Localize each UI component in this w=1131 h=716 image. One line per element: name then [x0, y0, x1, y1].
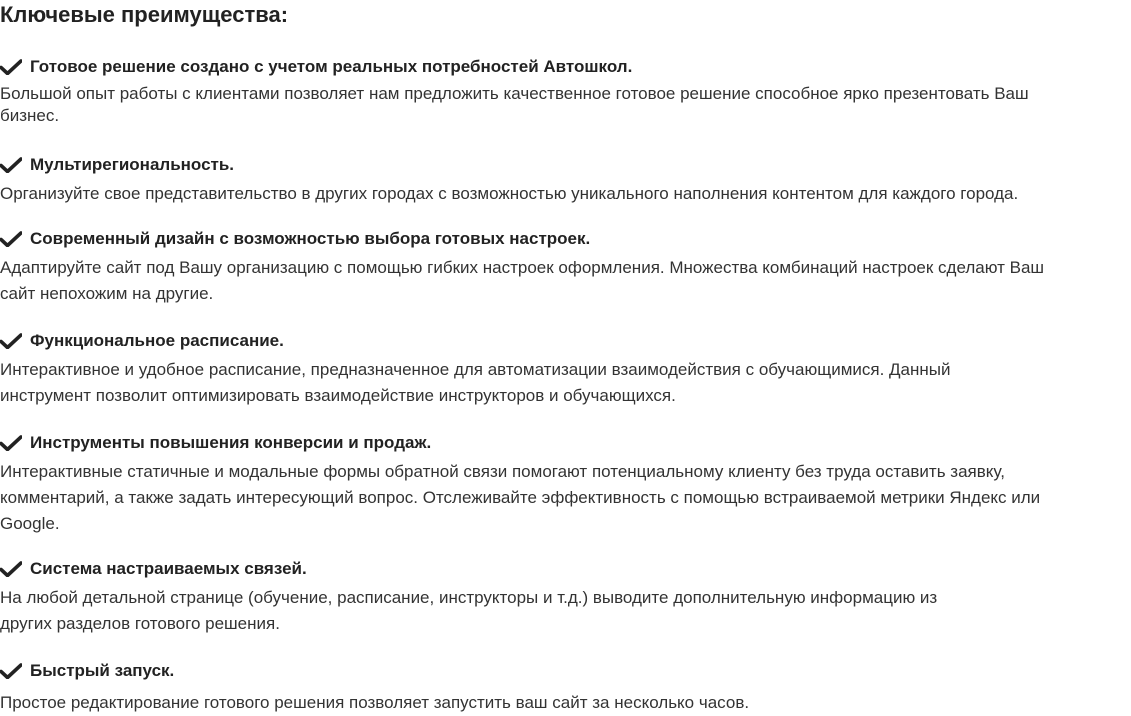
feature-item [0, 154, 1131, 207]
feature-title: Быстрый запуск. [30, 661, 175, 680]
feature-header [0, 432, 1131, 454]
feature-description [0, 459, 1131, 537]
feature-title: Система настраиваемых связей. [30, 559, 307, 578]
feature-description-line: сайт непохожим на другие. [0, 284, 214, 303]
feature-description-line: Интерактивное и удобное расписание, предназначенное для автоматизации взаимодействия с обучающимися. Данный [0, 360, 951, 379]
feature-item [0, 56, 1131, 127]
feature-description [0, 357, 1131, 409]
feature-item [0, 228, 1131, 307]
feature-item [0, 432, 1131, 537]
feature-description-line: Google. [0, 514, 60, 533]
feature-description-line: Организуйте свое представительство в других городах с возможностью уникального наполнения контентом для каждого города. [0, 184, 1019, 203]
feature-title: Функциональное расписание. [30, 331, 284, 350]
feature-header [0, 558, 1131, 580]
checkmark-icon [0, 561, 22, 577]
feature-description-line: Адаптируйте сайт под Вашу организацию с помощью гибких настроек оформления. Множества комбинаций настроек сделают Ваш [0, 258, 1045, 277]
checkmark-icon [0, 59, 22, 75]
feature-header [0, 330, 1131, 352]
feature-header [0, 660, 1131, 682]
checkmark-icon [0, 435, 22, 451]
feature-title: Готовое решение создано с учетом реальных потребностей Автошкол. [30, 57, 633, 76]
feature-header [0, 228, 1131, 250]
feature-title: Мультирегиональность. [30, 155, 235, 174]
feature-description-line: других разделов готового решения. [0, 614, 280, 633]
feature-description-line: комментарий, а также задать интересующий вопрос. Отслеживайте эффективность с помощью встраиваемой метрики Яндекс или [0, 488, 1041, 507]
feature-item [0, 558, 1131, 637]
feature-description-line: инструмент позволит оптимизировать взаимодействие инструкторов и обучающихся. [0, 386, 676, 405]
feature-item [0, 660, 1131, 716]
feature-item [0, 330, 1131, 409]
feature-title: Инструменты повышения конверсии и продаж. [30, 433, 432, 452]
feature-description-line: бизнес. [0, 106, 60, 125]
feature-description [0, 585, 1131, 637]
checkmark-icon [0, 333, 22, 349]
feature-description [0, 255, 1131, 307]
feature-description-line: Интерактивные статичные и модальные формы обратной связи помогают потенциальному клиенту без труда оставить заявку, [0, 462, 1005, 481]
feature-header [0, 56, 1131, 78]
feature-description-line: Простое редактирование готового решения позволяет запустить ваш сайт за несколько часов. [0, 693, 750, 712]
feature-header [0, 154, 1131, 176]
feature-description-line: Большой опыт работы с клиентами позволяет нам предложить качественное готовое решение способное ярко презентовать Ваш [0, 84, 1029, 103]
feature-description [0, 83, 1131, 127]
checkmark-icon [0, 663, 22, 679]
feature-title: Современный дизайн с возможностью выбора готовых настроек. [30, 229, 591, 248]
checkmark-icon [0, 231, 22, 247]
feature-description [0, 690, 1131, 716]
feature-description-line: На любой детальной странице (обучение, расписание, инструкторы и т.д.) выводите дополнительную информацию из [0, 588, 938, 607]
checkmark-icon [0, 157, 22, 173]
feature-description [0, 181, 1131, 207]
page-title: Ключевые преимущества: [0, 2, 289, 27]
